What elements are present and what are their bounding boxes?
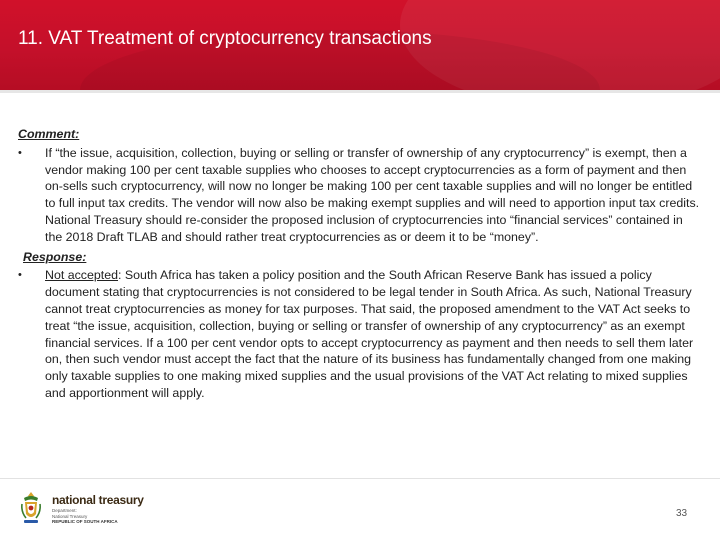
coat-of-arms-icon	[20, 490, 42, 526]
footer-divider	[0, 478, 720, 479]
comment-heading: Comment:	[18, 127, 80, 141]
response-lead: Not accepted	[45, 268, 119, 283]
header-divider	[0, 90, 720, 93]
slide-title: 11. VAT Treatment of cryptocurrency transactions	[18, 28, 432, 49]
dept-label: Department:	[52, 508, 77, 513]
title-bar	[0, 0, 720, 90]
bullet-icon: •	[18, 146, 22, 159]
slide-body	[18, 126, 700, 405]
comment-text: If “the issue, acquisition, collection, buying or selling or transfer of ownership of any cryptocurrency” is exempt, then a vendor making 100 per cent taxable supplies who chooses to accept cryptocurrencies as a form of payment and then on-sells such cryptocurrency, will now no longer be making 100 per cent taxable supplies and will no longer be entitled to full input tax credits. The vendor will now also be making exempt supplies and will need to apportion input tax credits. National Treasury should re-consider the proposed inclusion of cryptocurrencies into “financial services” contained in the 2018 Draft TLAB and should rather treat cryptocurrencies as or deem it to be “money”.	[45, 145, 700, 244]
national-treasury-logo	[20, 490, 170, 530]
response-item	[18, 267, 700, 401]
page-number: 33	[676, 508, 688, 519]
brand-name: national treasury	[52, 493, 144, 507]
dept-name: National Treasury	[52, 513, 88, 519]
country-name: REPUBLIC OF SOUTH AFRICA	[52, 519, 118, 524]
brand-subtitle	[52, 508, 118, 525]
comment-item	[18, 145, 700, 246]
response-heading: Response:	[23, 249, 87, 264]
response-text: : South Africa has taken a policy position and the South African Reserve Bank has issued a policy document stating that cryptocurrencies is not considered to be legal tender in South Africa. As such, National Treasury cannot treat cryptocurrencies as money for tax purposes. That said, the proposed amendment to the VAT Act seeks to treat “the issue, acquisition, collection, buying or selling or transfer of ownership of any cryptocurrency” as an exempt financial services. If a 100 per cent vendor opts to accept cryptocurrency as payment and then needs to sell them later on, then such vendor must accept the fact that the nature of its business has fundamentally changed from one making only taxable supplies to one making mixed supplies and the usual provisions of the VAT Act relating to mixed supplies and apportionment will apply.	[45, 268, 694, 400]
bullet-icon: •	[18, 269, 22, 282]
